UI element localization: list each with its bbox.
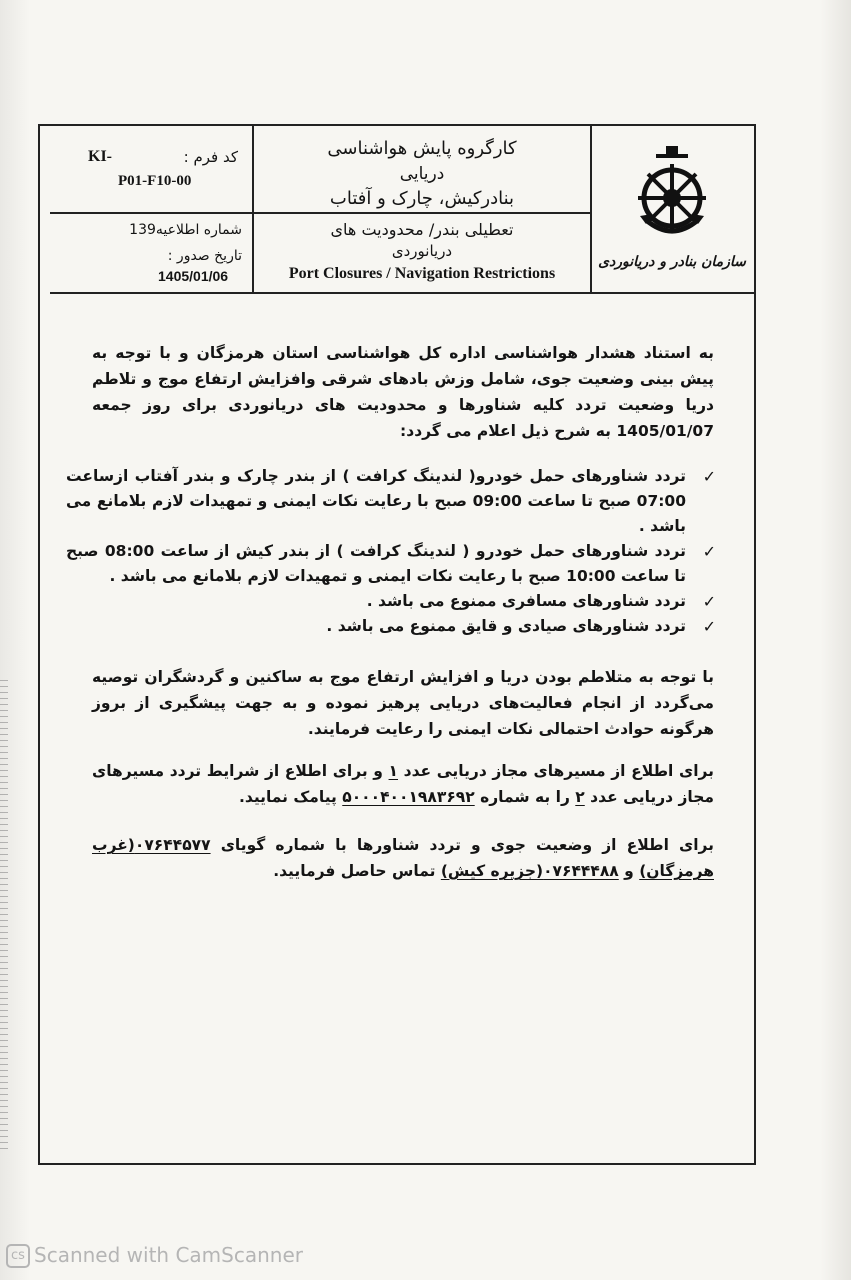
camscanner-watermark — [6, 1243, 303, 1269]
title-cell — [252, 126, 592, 214]
check-icon: ✓ — [702, 617, 716, 636]
check-icon: ✓ — [702, 542, 716, 561]
form-code-value: P01-F10-00 — [118, 173, 192, 189]
sms-text-2: و برای اطلاع از شرایط تردد مسیرهای مجاز دریایی عدد — [92, 762, 714, 806]
notice-number: شماره اطلاعیه139 — [129, 222, 242, 238]
list-item-text: تردد شناورهای حمل خودرو ( لندینگ کرافت ) از بندر کیش از ساعت 08:00 صبح تا ساعت 10:00 صبح با رعایت نکات ایمنی و تمهیدات لازم بلامانع می باشد . — [66, 542, 686, 585]
anchor-ship-wheel-logo-icon — [632, 142, 712, 242]
form-code-prefix: KI- — [88, 148, 112, 165]
sms-code-1: ۱ — [388, 762, 399, 780]
list-item — [66, 589, 716, 614]
list-item-text: تردد شناورهای صیادی و قایق ممنوع می باشد . — [326, 617, 686, 635]
sms-paragraph — [92, 758, 714, 810]
sms-number: ۵۰۰۰۴۰۰۱۹۸۳۶۹۲ — [342, 788, 475, 806]
intro-paragraph: به استناد هشدار هواشناسی اداره کل هواشناسی استان هرمزگان و با توجه به پیش بینی وضعیت جوی، شامل وزش بادهای شرقی وافزایش ارتفاع موج و تلاطم دریا وضعیت تردد کلیه شناورها و محدودیت های دریانوردی برای روز جمعه 1405/01/07 به شرح ذیل اعلام می گردد: — [92, 344, 714, 440]
issue-date-value: 1405/01/06 — [158, 268, 229, 284]
organization-name: سازمان بنادر و دریانوردی — [598, 254, 746, 270]
check-icon: ✓ — [702, 467, 716, 486]
phone-text-2: تماس حاصل فرمایید. — [273, 862, 436, 880]
title-line-2: دریایی — [399, 164, 445, 184]
notice-info-cell — [50, 212, 254, 292]
form-code-cell — [50, 126, 254, 214]
subject-line-2: دریانوردی — [391, 242, 453, 260]
list-item — [66, 464, 716, 539]
sms-text-1: برای اطلاع از مسیرهای مجاز دریایی عدد — [403, 762, 714, 780]
phone-region-2: (جزیره کیش) — [440, 862, 544, 880]
sms-code-2: ۲ — [575, 788, 585, 806]
camscanner-icon: cs — [6, 1244, 30, 1268]
scan-edge-marks — [0, 680, 8, 1150]
phone-text-1: برای اطلاع از وضعیت جوی و تردد شناورها با شماره گویای — [220, 836, 714, 854]
subject-english: Port Closures / Navigation Restrictions — [288, 265, 556, 282]
watermark-text: Scanned with CamScanner — [34, 1242, 303, 1267]
form-code-label: کد فرم : — [183, 148, 238, 166]
check-icon: ✓ — [702, 592, 716, 611]
sms-text-3: را به شماره — [480, 788, 570, 806]
list-item-text: تردد شناورهای مسافری ممنوع می باشد . — [366, 592, 686, 610]
header-table — [38, 124, 754, 292]
issue-date-label: تاریخ صدور : — [167, 248, 242, 264]
phone-paragraph — [92, 832, 714, 884]
phone-number-2: ۰۷۶۴۴۴۸۸ — [543, 862, 619, 880]
phone-region-1: (غرب هرمزگان) — [92, 836, 714, 880]
list-item-text: تردد شناورهای حمل خودرو( لندینگ کرافت ) از بندر چارک و بندر آفتاب ازساعت 07:00 صبح تا ساعت 09:00 صبح با رعایت نکات ایمنی و تمهیدات لازم بلامانع می باشد . — [66, 467, 686, 535]
phone-and: و — [624, 862, 634, 880]
advice-paragraph: با توجه به متلاطم بودن دریا و افزایش ارتفاع موج به ساکنین و گردشگران توصیه می‌گردد از انجام فعالیت‌های دریایی پرهیز نموده و به جهت پیشگیری از بروز هرگونه حوادث احتمالی نکات ایمنی را رعایت فرمایند. — [92, 668, 714, 738]
title-line-3: بنادرکیش، چارک و آفتاب — [329, 188, 515, 209]
list-item — [66, 614, 716, 639]
bullet-list — [66, 464, 716, 639]
subject-line-1: تعطیلی بندر/ محدودیت های — [330, 220, 514, 239]
list-item — [66, 539, 716, 589]
title-line-1: کارگروه پایش هواشناسی — [327, 138, 517, 159]
sms-text-4: پیامک نمایید. — [238, 788, 337, 806]
subject-cell — [252, 212, 592, 292]
phone-number-1: ۰۷۶۴۴۵۷۷ — [134, 836, 211, 854]
logo-cell — [590, 126, 754, 292]
